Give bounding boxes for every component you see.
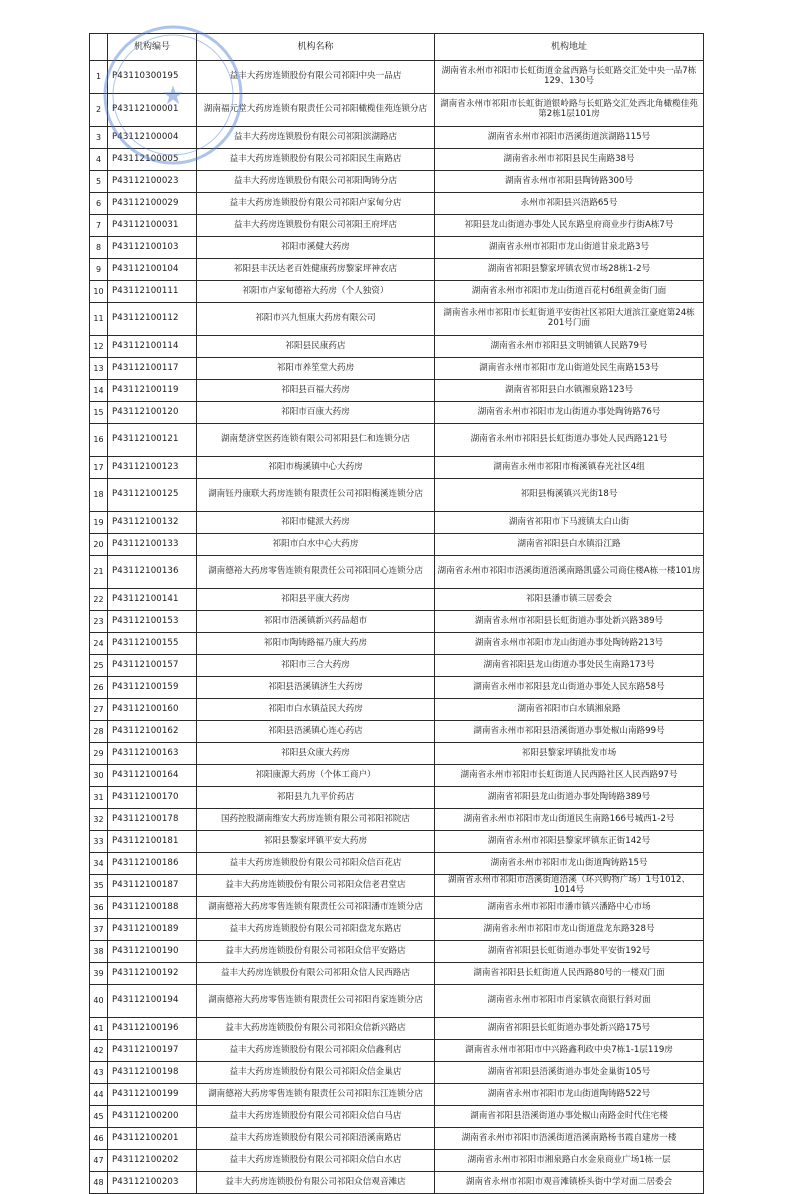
table-row [90, 1128, 704, 1150]
row-institution-address: 湖南省祁阳县长虹街道办事处新兴路175号 [435, 1018, 704, 1040]
row-number: 33 [90, 831, 108, 853]
table-row [90, 677, 704, 699]
row-institution-address: 祁阳县梅溪镇兴光街18号 [435, 479, 704, 512]
row-institution-address: 湖南省祁阳县白水镇沿江路 [435, 534, 704, 556]
row-institution-name: 益丰大药房连锁股份有限公司祁阳盘龙东路店 [197, 919, 435, 941]
row-institution-id: P43112100133 [108, 534, 197, 556]
row-institution-name: 湖南德裕大药房零售连锁有限责任公司祁阳肖家连锁分店 [197, 985, 435, 1018]
row-institution-name: 益丰大药房连锁股份有限公司祁阳众信人民西路店 [197, 963, 435, 985]
row-number: 22 [90, 589, 108, 611]
row-institution-address: 湖南省永州市祁阳市湘泉路白水金泉商业广场1栋一层 [435, 1150, 704, 1172]
row-institution-id: P43112100103 [108, 237, 197, 259]
table-row [90, 831, 704, 853]
row-institution-name: 祁阳县众康大药房 [197, 743, 435, 765]
row-institution-id: P43112100170 [108, 787, 197, 809]
row-institution-id: P43112100163 [108, 743, 197, 765]
row-institution-address: 湖南省永州市祁阳市长虹街道金盆西路与长虹路交汇处中央一品7栋129、130号 [435, 61, 704, 94]
row-institution-id: P43112100188 [108, 897, 197, 919]
row-institution-address: 湖南省祁阳县龙山街道办事处陶铸路389号 [435, 787, 704, 809]
table-row [90, 237, 704, 259]
row-institution-name: 益丰大药房连锁股份有限公司祁阳众信鑫利店 [197, 1040, 435, 1062]
row-institution-address: 湖南省祁阳市下马渡镇太白山街 [435, 512, 704, 534]
table-row [90, 1084, 704, 1106]
seal-star-icon: ★ [161, 81, 185, 111]
row-number: 31 [90, 787, 108, 809]
row-institution-address: 湖南省永州市祁阳市浯溪街道浯溪南路凯盛公司商住楼A栋一楼101房 [435, 556, 704, 589]
row-institution-id: P43112100023 [108, 171, 197, 193]
row-institution-id: P43112100203 [108, 1172, 197, 1194]
row-institution-address: 湖南省永州市祁阳县文明铺镇人民路79号 [435, 336, 704, 358]
row-institution-address: 湖南省永州市祁阳市中兴路鑫利政中央7栋1-1层119房 [435, 1040, 704, 1062]
row-institution-name: 湖南德裕大药房零售连锁有限责任公司祁阳东江连锁分店 [197, 1084, 435, 1106]
row-institution-name: 祁阳市三合大药房 [197, 655, 435, 677]
table-body [90, 61, 704, 1194]
row-number: 12 [90, 336, 108, 358]
row-institution-address: 湖南省祁阳县长虹街道人民西路80号的一楼双门面 [435, 963, 704, 985]
row-number: 45 [90, 1106, 108, 1128]
table-row [90, 281, 704, 303]
row-institution-name: 祁阳县民康药店 [197, 336, 435, 358]
row-number: 13 [90, 358, 108, 380]
row-number: 6 [90, 193, 108, 215]
row-institution-name: 益丰大药房连锁股份有限公司祁阳众信金巢店 [197, 1062, 435, 1084]
row-institution-address: 祁阳县黎家坪镇批发市场 [435, 743, 704, 765]
table-row [90, 1040, 704, 1062]
row-number: 34 [90, 853, 108, 875]
row-number: 41 [90, 1018, 108, 1040]
row-number: 1 [90, 61, 108, 94]
row-institution-address: 湖南省永州市祁阳市梅溪镇春光社区4组 [435, 457, 704, 479]
table-row [90, 149, 704, 171]
row-institution-id: P43112100114 [108, 336, 197, 358]
row-institution-name: 湖南福元堂大药房连锁有限责任公司祁阳橄榄佳苑连锁分店 [197, 94, 435, 127]
row-number: 44 [90, 1084, 108, 1106]
table-row [90, 193, 704, 215]
row-institution-id: P43112100141 [108, 589, 197, 611]
row-institution-name: 祁阳县浯溪镇济生大药房 [197, 677, 435, 699]
row-institution-id: P43112100197 [108, 1040, 197, 1062]
row-institution-name: 益丰大药房连锁股份有限公司祁阳陶铸分店 [197, 171, 435, 193]
row-number: 5 [90, 171, 108, 193]
row-institution-address: 湖南省永州市祁阳市潘市镇兴潘路中心市场 [435, 897, 704, 919]
row-institution-name: 祁阳市浯溪镇新兴药品超市 [197, 611, 435, 633]
table-row [90, 380, 704, 402]
row-number: 2 [90, 94, 108, 127]
row-institution-address: 永州市祁阳县兴浯路65号 [435, 193, 704, 215]
row-institution-name: 益丰大药房连锁股份有限公司祁阳众信白马店 [197, 1106, 435, 1128]
table-row [90, 633, 704, 655]
row-institution-address: 湖南省永州市祁阳市肖家镇农商银行斜对面 [435, 985, 704, 1018]
table-row [90, 589, 704, 611]
row-institution-id: P43112100160 [108, 699, 197, 721]
row-institution-name: 益丰大药房连锁股份有限公司祁阳浯溪南路店 [197, 1128, 435, 1150]
row-number: 16 [90, 424, 108, 457]
row-number: 14 [90, 380, 108, 402]
row-institution-address: 湖南省祁阳县浯溪街道办事处金巢街105号 [435, 1062, 704, 1084]
row-institution-name: 益丰大药房连锁股份有限公司祁阳滨湖路店 [197, 127, 435, 149]
header-institution-id: 机构编号 [108, 34, 197, 61]
row-number: 15 [90, 402, 108, 424]
row-institution-address: 湖南省永州市祁阳县龙山街道办事处人民东路58号 [435, 677, 704, 699]
row-institution-address: 湖南省永州市祁阳县陶铸路300号 [435, 171, 704, 193]
row-number: 30 [90, 765, 108, 787]
row-institution-name: 祁阳县平康大药房 [197, 589, 435, 611]
row-institution-name: 祁阳市健派大药房 [197, 512, 435, 534]
row-number: 42 [90, 1040, 108, 1062]
table-row [90, 655, 704, 677]
row-institution-name: 祁阳市卢家甸德裕大药房（个人独资） [197, 281, 435, 303]
row-institution-name: 益丰大药房连锁股份有限公司祁阳众信平安路店 [197, 941, 435, 963]
row-institution-name: 益丰大药房连锁股份有限公司祁阳卢家甸分店 [197, 193, 435, 215]
row-number: 9 [90, 259, 108, 281]
row-institution-address: 湖南省永州市祁阳市龙山街道甘泉北路3号 [435, 237, 704, 259]
row-institution-address: 湖南省永州市祁阳县长虹街道办事处人民西路121号 [435, 424, 704, 457]
row-institution-id: P43112100162 [108, 721, 197, 743]
table-row [90, 512, 704, 534]
table-row [90, 358, 704, 380]
row-institution-id: P43112100132 [108, 512, 197, 534]
table-row [90, 853, 704, 875]
table-row [90, 1062, 704, 1084]
row-number: 47 [90, 1150, 108, 1172]
row-institution-name: 祁阳县浯溪镇心连心药店 [197, 721, 435, 743]
row-institution-name: 祁阳市兴九恒康大药房有限公司 [197, 303, 435, 336]
table-row [90, 721, 704, 743]
row-number: 8 [90, 237, 108, 259]
row-institution-address: 湖南省永州市祁阳县长虹街道办事处新兴路389号 [435, 611, 704, 633]
row-institution-address: 湖南省永州市祁阳市浯溪街道浯溪（环兴购物广场）1号1012、1014号 [435, 875, 704, 897]
row-institution-address: 湖南省祁阳县长虹街道办事处平安街192号 [435, 941, 704, 963]
row-institution-name: 祁阳市养笙堂大药房 [197, 358, 435, 380]
row-institution-address: 湖南省祁阳县黎家坪镇农贸市场28栋1-2号 [435, 259, 704, 281]
row-number: 26 [90, 677, 108, 699]
row-number: 18 [90, 479, 108, 512]
table-row [90, 941, 704, 963]
row-number: 21 [90, 556, 108, 589]
row-number: 20 [90, 534, 108, 556]
row-number: 23 [90, 611, 108, 633]
row-institution-id: P43112100136 [108, 556, 197, 589]
row-number: 24 [90, 633, 108, 655]
row-institution-name: 益丰大药房连锁股份有限公司祁阳众信新兴路店 [197, 1018, 435, 1040]
table-row [90, 402, 704, 424]
table-row [90, 61, 704, 94]
row-institution-name: 湖南楚济堂医药连锁有限公司祁阳县仁和连锁分店 [197, 424, 435, 457]
table-row [90, 94, 704, 127]
pharmacy-list-sheet [89, 33, 703, 1194]
row-institution-id: P43112100187 [108, 875, 197, 897]
table-row [90, 303, 704, 336]
row-institution-name: 益丰大药房连锁股份有限公司祁阳众信老君堂店 [197, 875, 435, 897]
row-institution-id: P43112100112 [108, 303, 197, 336]
row-institution-id: P43112100189 [108, 919, 197, 941]
row-institution-name: 湖南德裕大药房零售连锁有限责任公司祁阳潘市连锁分店 [197, 897, 435, 919]
row-institution-name: 祁阳市白水镇益民大药房 [197, 699, 435, 721]
table-row [90, 1150, 704, 1172]
table-row [90, 875, 704, 897]
table-row [90, 534, 704, 556]
table-row [90, 765, 704, 787]
row-institution-address: 湖南省永州市祁阳市龙山街道陶铸路522号 [435, 1084, 704, 1106]
row-institution-id: P43112100155 [108, 633, 197, 655]
row-institution-name: 益丰大药房连锁股份有限公司祁阳民生南路店 [197, 149, 435, 171]
table-row [90, 215, 704, 237]
row-number: 46 [90, 1128, 108, 1150]
table-row [90, 787, 704, 809]
row-number: 3 [90, 127, 108, 149]
row-institution-address: 湖南省永州市祁阳市长虹街道人民西路社区人民西路97号 [435, 765, 704, 787]
table-row [90, 1106, 704, 1128]
row-number: 39 [90, 963, 108, 985]
row-number: 10 [90, 281, 108, 303]
table-row [90, 336, 704, 358]
row-institution-id: P43112100190 [108, 941, 197, 963]
row-institution-id: P43112100120 [108, 402, 197, 424]
table-row [90, 479, 704, 512]
row-institution-address: 湖南省永州市祁阳县浯溪街道办事处椒山南路99号 [435, 721, 704, 743]
table-row [90, 1018, 704, 1040]
row-number: 35 [90, 875, 108, 897]
row-institution-id: P43112100200 [108, 1106, 197, 1128]
row-institution-id: P43112100159 [108, 677, 197, 699]
table-row [90, 985, 704, 1018]
row-number: 38 [90, 941, 108, 963]
row-institution-address: 湖南省永州市祁阳市浯溪街道滨湖路115号 [435, 127, 704, 149]
table-row [90, 699, 704, 721]
row-institution-id: P43112100005 [108, 149, 197, 171]
row-number: 17 [90, 457, 108, 479]
row-number: 11 [90, 303, 108, 336]
table-row [90, 424, 704, 457]
row-number: 27 [90, 699, 108, 721]
row-institution-address: 湖南省祁阳县浯溪街道办事处椒山南路金时代住宅楼 [435, 1106, 704, 1128]
row-institution-id: P43112100202 [108, 1150, 197, 1172]
row-institution-id: P43112100178 [108, 809, 197, 831]
row-institution-address: 湖南省永州市祁阳县民生南路38号 [435, 149, 704, 171]
row-number: 37 [90, 919, 108, 941]
row-institution-name: 益丰大药房连锁股份有限公司祁阳众信白水店 [197, 1150, 435, 1172]
row-institution-name: 祁阳市白水中心大药房 [197, 534, 435, 556]
table-row [90, 809, 704, 831]
row-number: 29 [90, 743, 108, 765]
row-institution-address: 湖南省祁阳县龙山街道办事处民生南路173号 [435, 655, 704, 677]
table-row [90, 457, 704, 479]
row-institution-address: 湖南省祁阳县白水镇湘泉路123号 [435, 380, 704, 402]
row-institution-id: P43112100199 [108, 1084, 197, 1106]
row-institution-id: P43112100164 [108, 765, 197, 787]
row-institution-id: P43112100198 [108, 1062, 197, 1084]
row-institution-name: 湖南德裕大药房零售连锁有限责任公司祁阳同心连锁分店 [197, 556, 435, 589]
row-number: 7 [90, 215, 108, 237]
row-institution-id: P43112100121 [108, 424, 197, 457]
row-institution-id: P43112100001 [108, 94, 197, 127]
row-number: 4 [90, 149, 108, 171]
row-institution-name: 益丰大药房连锁股份有限公司祁阳王府坪店 [197, 215, 435, 237]
row-institution-address: 湖南省永州市祁阳市龙山街道百花村6组黄金街门面 [435, 281, 704, 303]
row-institution-id: P43112100117 [108, 358, 197, 380]
header-institution-address: 机构地址 [435, 34, 704, 61]
row-institution-id: P43112100181 [108, 831, 197, 853]
row-number: 25 [90, 655, 108, 677]
row-institution-id: P43112100201 [108, 1128, 197, 1150]
row-institution-id: P43112100186 [108, 853, 197, 875]
row-institution-id: P43112100125 [108, 479, 197, 512]
table-row [90, 556, 704, 589]
row-institution-address: 湖南省祁阳市白水镇湘泉路 [435, 699, 704, 721]
row-institution-address: 祁阳县潘市镇三居委会 [435, 589, 704, 611]
row-institution-address: 祁阳县龙山街道办事处人民东路皇府商业步行街A栋7号 [435, 215, 704, 237]
row-institution-address: 湖南省永州市祁阳市长虹街道银岭路与长虹路交汇处西北角橄榄佳苑第2栋1层101房 [435, 94, 704, 127]
row-institution-address: 湖南省永州市祁阳市龙山街道陶铸路15号 [435, 853, 704, 875]
table-row [90, 259, 704, 281]
row-number: 32 [90, 809, 108, 831]
header-institution-name: 机构名称 [197, 34, 435, 61]
row-institution-address: 湖南省永州市祁阳县黎家坪镇东正街142号 [435, 831, 704, 853]
row-institution-address: 湖南省永州市祁阳市观音滩镇桥头街中学对面二居委会 [435, 1172, 704, 1194]
row-institution-name: 祁阳县丰沃达老百姓健康药房黎家坪神农店 [197, 259, 435, 281]
table-row [90, 919, 704, 941]
row-institution-id: P43112100031 [108, 215, 197, 237]
table-row [90, 171, 704, 193]
pharmacy-table [89, 33, 704, 1194]
row-institution-id: P43112100196 [108, 1018, 197, 1040]
row-institution-id: P43112100111 [108, 281, 197, 303]
row-institution-id: P43112100153 [108, 611, 197, 633]
row-institution-id: P43112100192 [108, 963, 197, 985]
row-institution-id: P43112100119 [108, 380, 197, 402]
row-number: 28 [90, 721, 108, 743]
row-institution-name: 祁阳康源大药房（个体工商户） [197, 765, 435, 787]
row-institution-name: 祁阳市溪健大药房 [197, 237, 435, 259]
row-institution-name: 祁阳市陶铸路福乃康大药房 [197, 633, 435, 655]
row-number: 40 [90, 985, 108, 1018]
row-institution-name: 益丰大药房连锁股份有限公司祁阳众信观音滩店 [197, 1172, 435, 1194]
table-row [90, 897, 704, 919]
row-institution-name: 祁阳县黎家坪镇平安大药房 [197, 831, 435, 853]
row-number: 48 [90, 1172, 108, 1194]
table-header-row [90, 34, 704, 61]
table-row [90, 1172, 704, 1194]
row-institution-id: P43110300195 [108, 61, 197, 94]
row-institution-name: 祁阳县九九平价药店 [197, 787, 435, 809]
row-institution-id: P43112100029 [108, 193, 197, 215]
row-institution-address: 湖南省永州市祁阳市浯溪街道浯溪南路杨书霞自建房一楼 [435, 1128, 704, 1150]
row-institution-name: 祁阳市百康大药房 [197, 402, 435, 424]
row-institution-name: 湖南钰丹康联大药房连锁有限责任公司祁阳梅溪连锁分店 [197, 479, 435, 512]
row-institution-name: 益丰大药房连锁股份有限公司祁阳众信百花店 [197, 853, 435, 875]
row-institution-id: P43112100157 [108, 655, 197, 677]
row-institution-address: 湖南省永州市祁阳市龙山街道盘龙东路328号 [435, 919, 704, 941]
row-number: 36 [90, 897, 108, 919]
row-institution-name: 益丰大药房连锁股份有限公司祁阳中央一品店 [197, 61, 435, 94]
row-institution-name: 国药控股湖南维安大药房连锁有限公司祁阳祁院店 [197, 809, 435, 831]
table-row [90, 963, 704, 985]
row-number: 19 [90, 512, 108, 534]
row-institution-name: 祁阳县百福大药房 [197, 380, 435, 402]
table-row [90, 611, 704, 633]
row-institution-address: 湖南省永州市祁阳市长虹街道平安街社区祁阳大道滨江豪庭第24栋201号门面 [435, 303, 704, 336]
row-institution-address: 湖南省永州市祁阳市龙山街道民生南路166号城西1-2号 [435, 809, 704, 831]
row-institution-name: 祁阳市梅溪镇中心大药房 [197, 457, 435, 479]
row-institution-address: 湖南省永州市祁阳市龙山街道办事处陶铸路213号 [435, 633, 704, 655]
row-institution-id: P43112100104 [108, 259, 197, 281]
table-row [90, 743, 704, 765]
row-institution-id: P43112100194 [108, 985, 197, 1018]
row-number: 43 [90, 1062, 108, 1084]
row-institution-address: 湖南省永州市祁阳市龙山街道处民生南路153号 [435, 358, 704, 380]
row-institution-address: 湖南省永州市祁阳市龙山街道办事处陶铸路76号 [435, 402, 704, 424]
row-institution-id: P43112100123 [108, 457, 197, 479]
table-row [90, 127, 704, 149]
row-institution-id: P43112100004 [108, 127, 197, 149]
header-number [90, 34, 108, 61]
